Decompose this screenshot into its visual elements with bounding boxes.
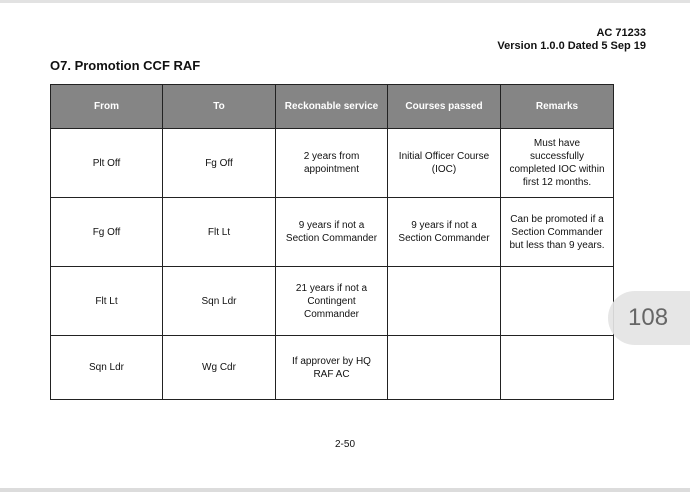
- cell-courses-passed: 9 years if not a Section Commander: [388, 198, 501, 267]
- table-header-row: [51, 85, 614, 129]
- column-header-remarks: Remarks: [501, 85, 614, 129]
- column-header-courses-passed: Courses passed: [388, 85, 501, 129]
- cell-to: Flt Lt: [163, 198, 276, 267]
- cell-reckonable-service: 9 years if not a Section Commander: [276, 198, 388, 267]
- cell-to: Sqn Ldr: [163, 267, 276, 336]
- cell-reckonable-service: 2 years from appointment: [276, 129, 388, 198]
- cell-remarks: [501, 267, 614, 336]
- cell-remarks: [501, 336, 614, 400]
- cell-courses-passed: [388, 267, 501, 336]
- table-row: [51, 267, 614, 336]
- cell-to: Wg Cdr: [163, 336, 276, 400]
- cell-from: Plt Off: [51, 129, 163, 198]
- column-header-reckonable-service: Reckonable service: [276, 85, 388, 129]
- cell-from: Sqn Ldr: [51, 336, 163, 400]
- promotion-table: [50, 84, 614, 400]
- doc-reference: AC 71233: [596, 27, 646, 39]
- cell-from: Fg Off: [51, 198, 163, 267]
- cell-reckonable-service: 21 years if not a Contingent Commander: [276, 267, 388, 336]
- page-number: 2-50: [334, 439, 355, 450]
- table-row: [51, 336, 614, 400]
- section-title: O7. Promotion CCF RAF: [50, 58, 201, 73]
- doc-version: Version 1.0.0 Dated 5 Sep 19: [497, 40, 646, 52]
- column-header-from: From: [51, 85, 163, 129]
- cell-remarks: Must have successfully completed IOC within first 12 months.: [501, 129, 614, 198]
- page-indicator-bubble[interactable]: 108: [608, 291, 690, 345]
- cell-courses-passed: [388, 336, 501, 400]
- cell-to: Fg Off: [163, 129, 276, 198]
- column-header-to: To: [163, 85, 276, 129]
- document-page: [0, 3, 690, 488]
- cell-from: Flt Lt: [51, 267, 163, 336]
- document-header: [497, 27, 646, 53]
- table-row: [51, 129, 614, 198]
- cell-courses-passed: Initial Officer Course (IOC): [388, 129, 501, 198]
- viewer-bottom-edge: [0, 488, 690, 492]
- cell-remarks: Can be promoted if a Section Commander but less than 9 years.: [501, 198, 614, 267]
- cell-reckonable-service: If approver by HQ RAF AC: [276, 336, 388, 400]
- table-row: [51, 198, 614, 267]
